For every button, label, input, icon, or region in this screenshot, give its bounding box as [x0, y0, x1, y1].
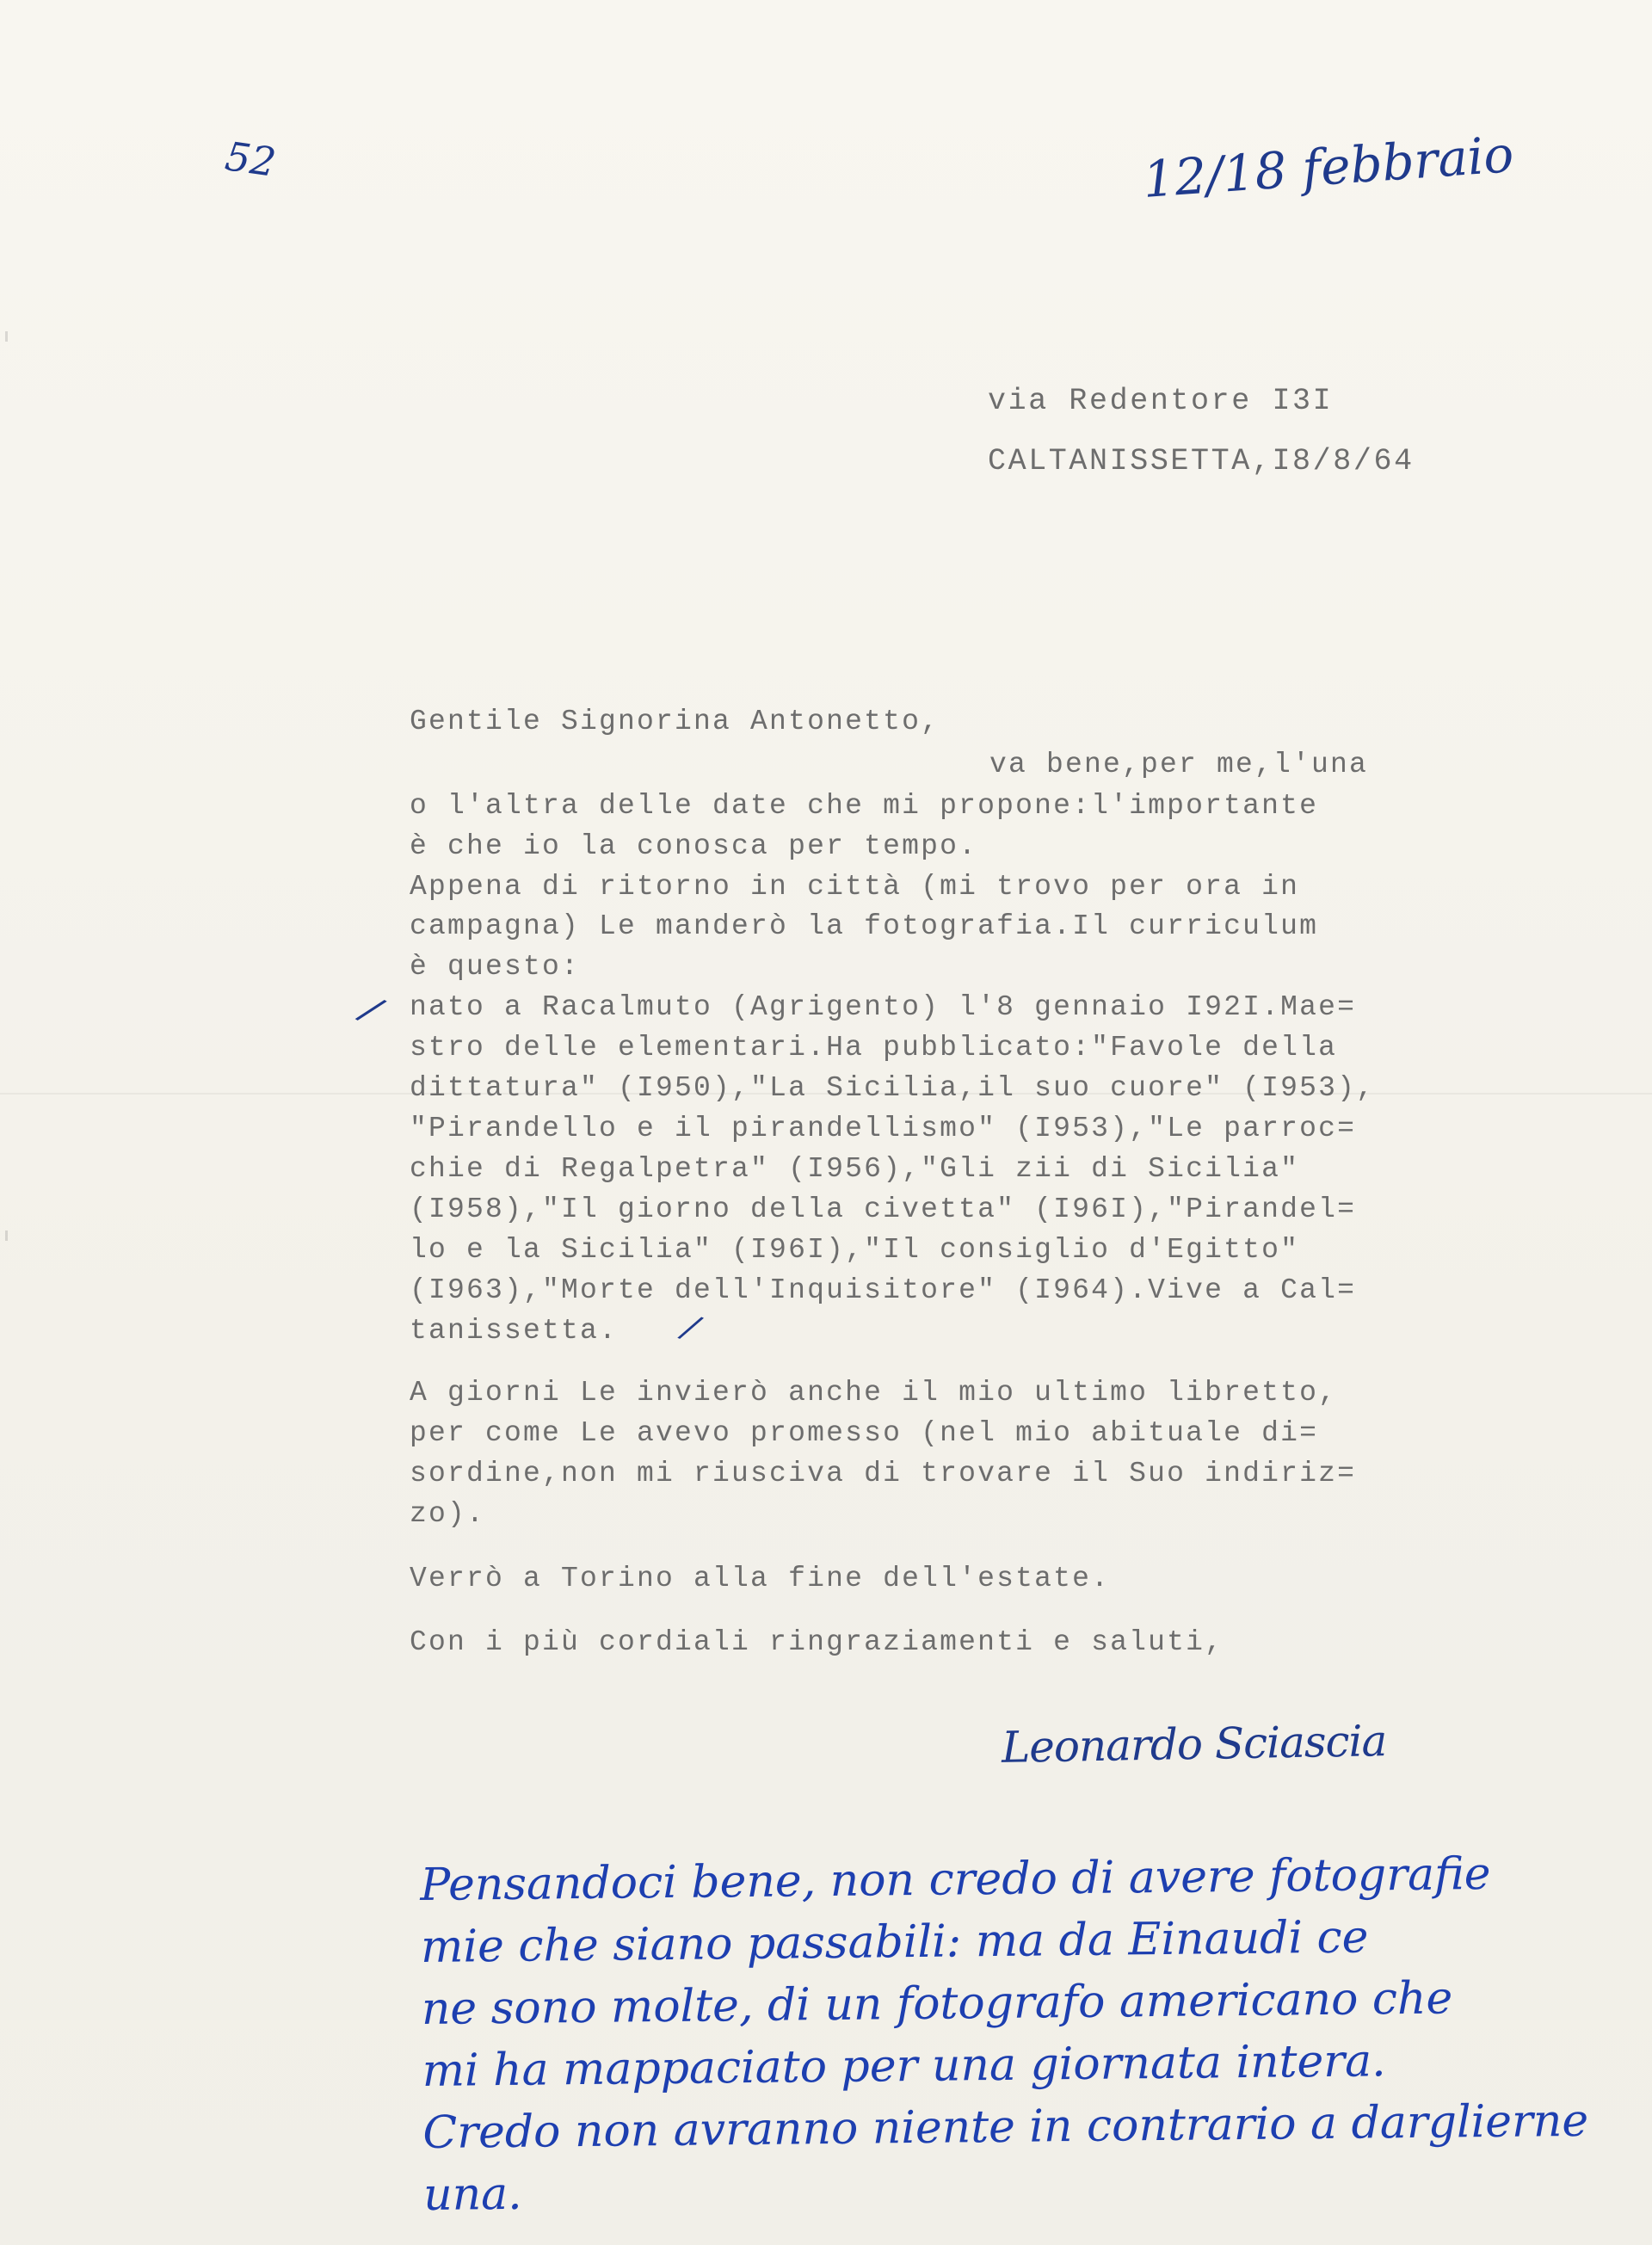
handwritten-postscript — [420, 1842, 1589, 2226]
letter-line: lo e la Sicilia" (I96I),"Il consiglio d'Egitto" — [410, 1234, 1300, 1266]
letter-line: tanissetta. — [410, 1315, 619, 1347]
letter-closing: Con i più cordiali ringraziamenti e saluti, — [410, 1626, 1224, 1658]
postscript-line: mi ha mappaciato per una giornata intera. — [422, 2035, 1386, 2097]
letter-line: Appena di ritorno in città (mi trovo per ora in — [410, 871, 1300, 903]
letter-line: dittatura" (I950),"La Sicilia,il suo cuore" (I953), — [410, 1072, 1376, 1104]
check-mark-annotation: / — [354, 987, 388, 1033]
letter-line: nato a Racalmuto (Agrigento) l'8 gennaio I92I.Mae= — [410, 991, 1357, 1023]
postscript-line: una. — [422, 2168, 522, 2221]
paper-mark — [5, 1230, 8, 1241]
slash-mark-annotation: / — [677, 1307, 704, 1348]
letter-line: per come Le avevo promesso (nel mio abituale di= — [410, 1417, 1319, 1449]
postscript-line: mie che siano passabili: ma da Einaudi ce — [420, 1911, 1369, 1973]
letter-line: è questo: — [410, 951, 581, 983]
letter-line: stro delle elementari.Ha pubblicato:"Favole della — [410, 1032, 1338, 1064]
corner-number-annotation: 52 — [222, 133, 280, 186]
postscript-line: Credo non avranno niente in contrario a darglierne — [422, 2094, 1589, 2159]
letter-line: o l'altra delle date che mi propone:l'importante — [410, 790, 1319, 822]
letter-line: sordine,non mi riusciva di trovare il Suo indiriz= — [410, 1458, 1357, 1489]
paper-mark — [5, 331, 8, 342]
postscript-line: Pensandoci bene, non credo di avere fotografie — [420, 1847, 1491, 1911]
signature: Leonardo Sciascia — [1001, 1716, 1387, 1773]
letter-line: chie di Regalpetra" (I956),"Gli zii di Sicilia" — [410, 1153, 1300, 1185]
letter-line: A giorni Le invierò anche il mio ultimo libretto, — [410, 1377, 1338, 1409]
letter-line: va bene,per me,l'una — [989, 749, 1369, 780]
letter-salutation: Gentile Signorina Antonetto, — [410, 706, 940, 737]
letter-line: (I963),"Morte dell'Inquisitore" (I964).Vive a Cal= — [410, 1274, 1357, 1306]
sender-address-street: via Redentore I3I — [988, 384, 1334, 418]
handwritten-date-note: 12/18 febbraio — [1141, 125, 1516, 209]
letter-line: (I958),"Il giorno della civetta" (I96I),"Pirandel= — [410, 1193, 1357, 1225]
letter-line: zo). — [410, 1498, 486, 1530]
letter-line: Verrò a Torino alla fine dell'estate. — [410, 1563, 1111, 1594]
letter-line: campagna) Le manderò la fotografia.Il curriculum — [410, 910, 1319, 942]
letter-line: "Pirandello e il pirandellismo" (I953),"Le parroc= — [410, 1113, 1357, 1144]
letter-line: è che io la conosca per tempo. — [410, 830, 978, 862]
sender-city-date: CALTANISSETTA,I8/8/64 — [988, 444, 1415, 478]
postscript-line: ne sono molte, di un fotografo americano che — [421, 1972, 1453, 2035]
